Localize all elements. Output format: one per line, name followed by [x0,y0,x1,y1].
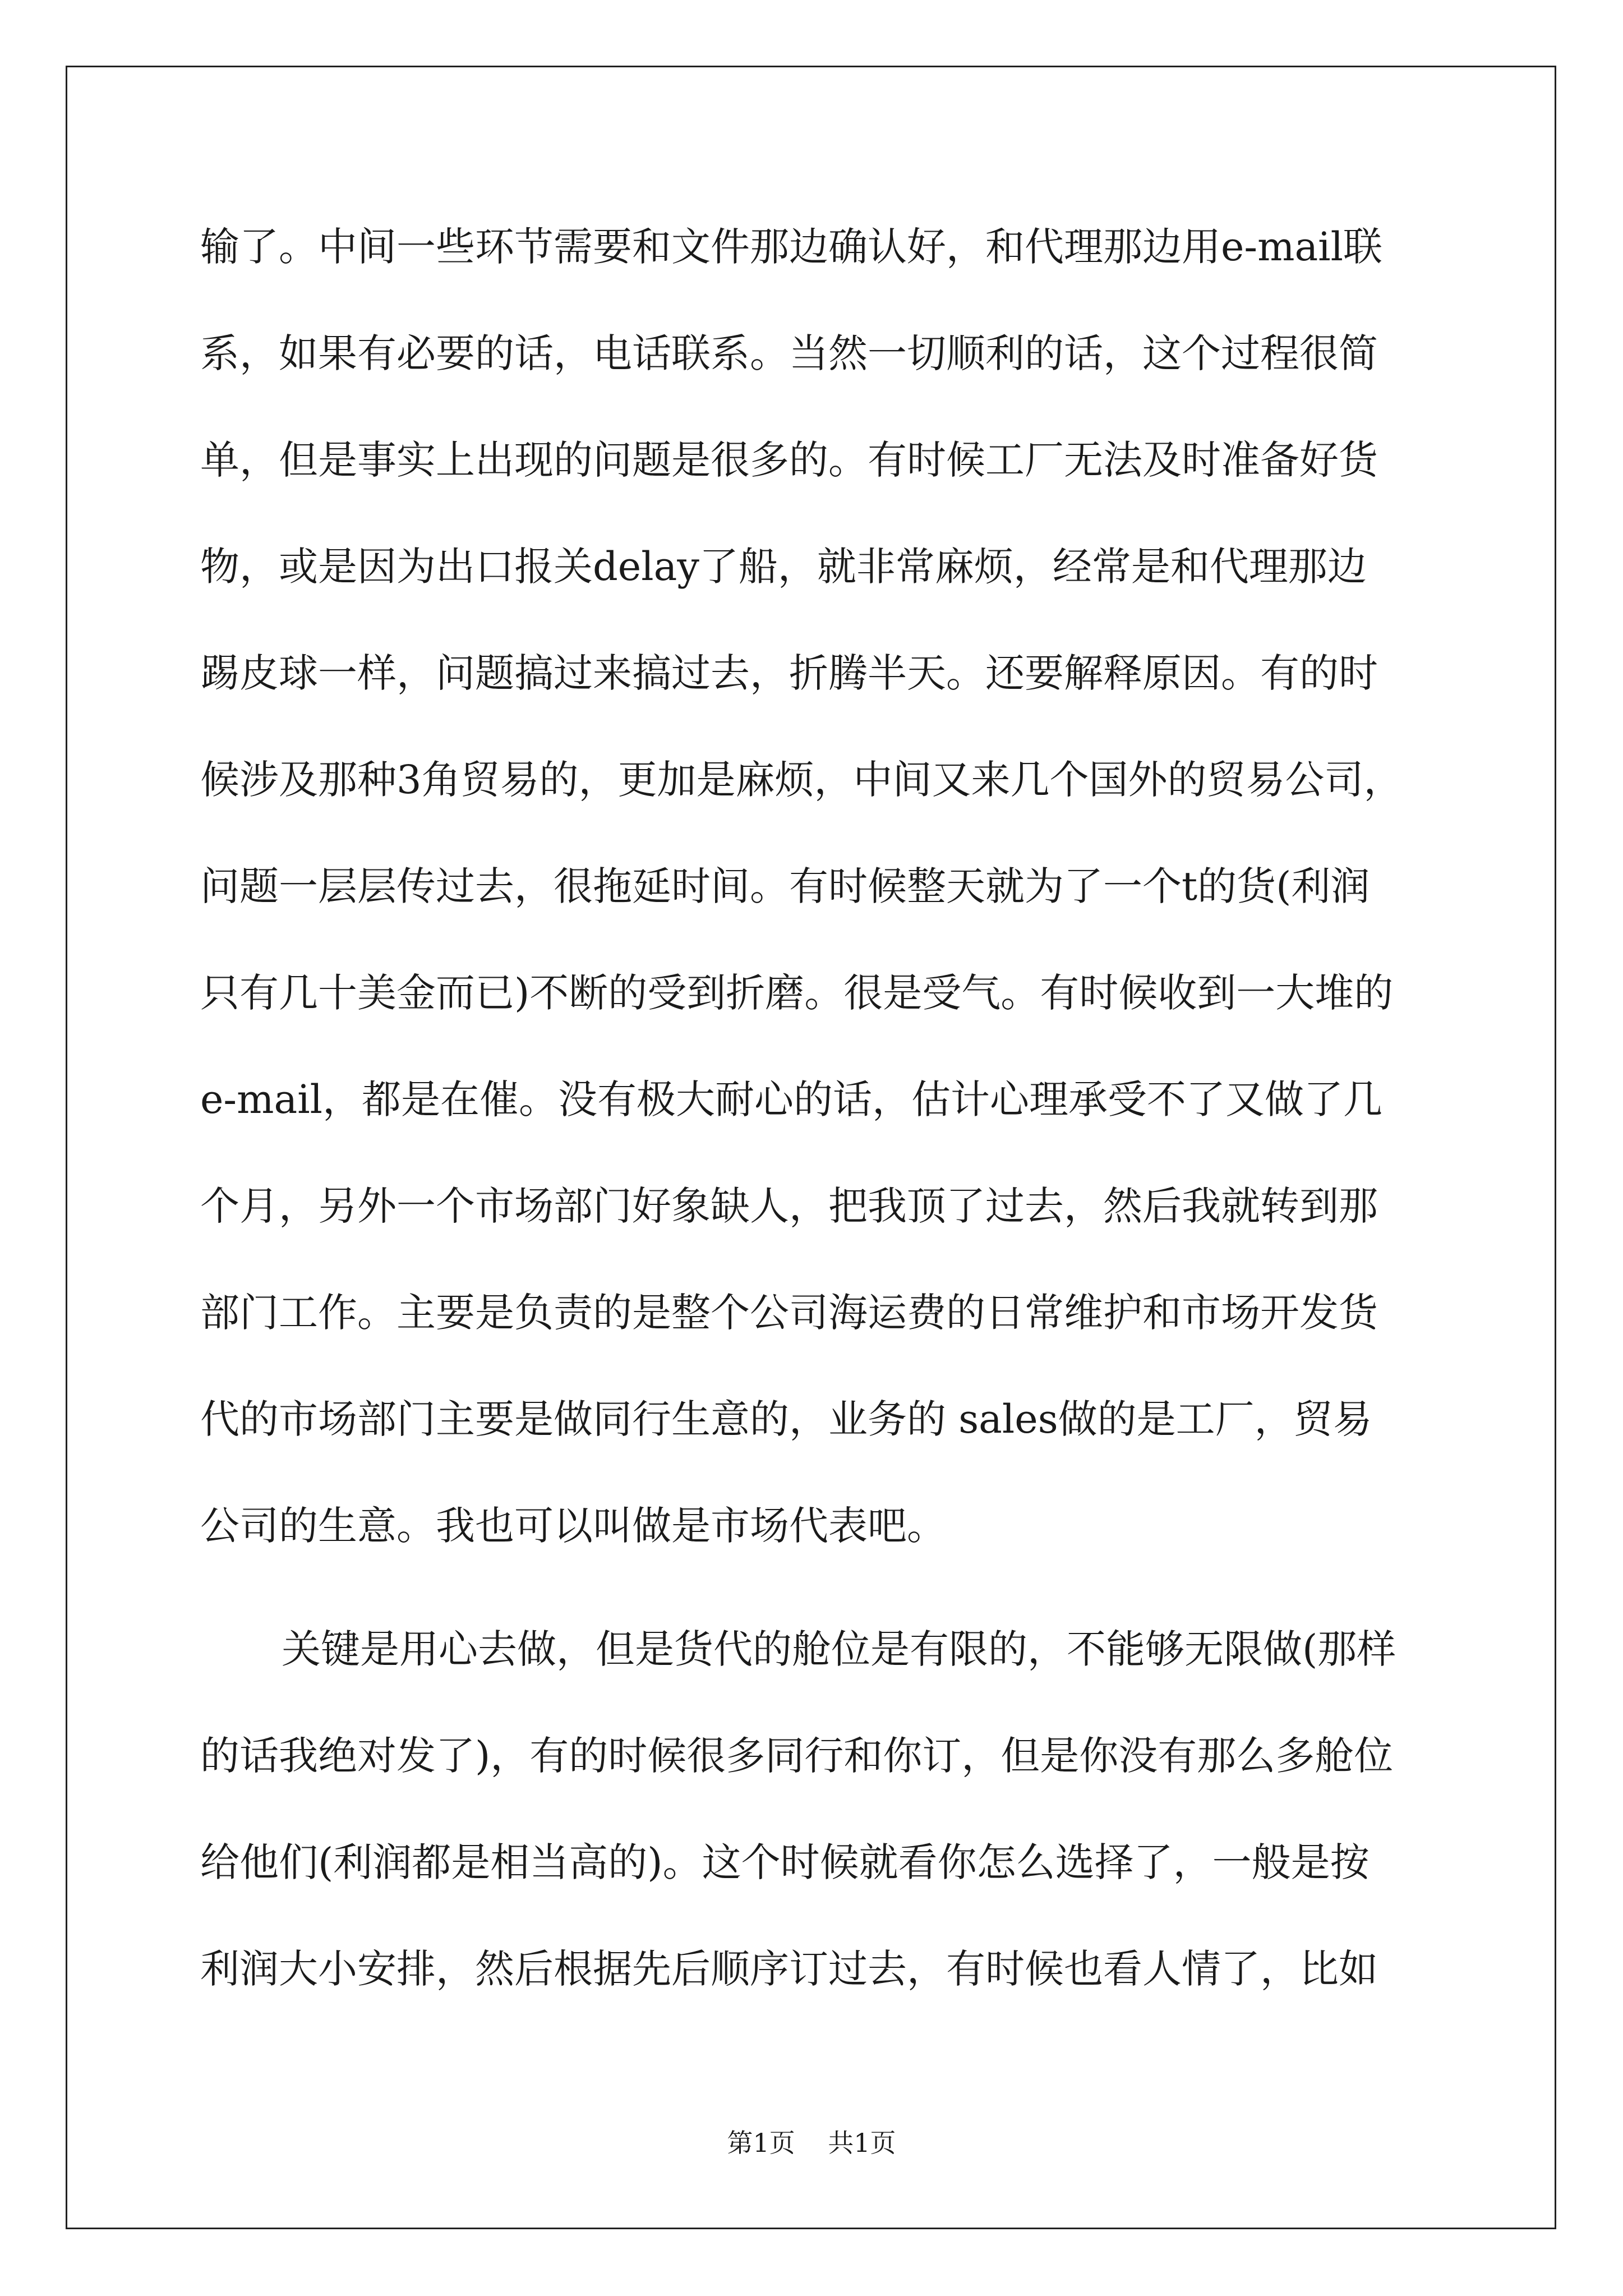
text-line: 给他们(利润都是相当高的)。这个时候就看你怎么选择了，一般是按 [200,1839,1370,1885]
text-line: 代的市场部门主要是做同行生意的，业务的 sales做的是工厂，贸易 [200,1396,1372,1442]
page-footer [0,2126,1623,2160]
text-line: 踢皮球一样，问题搞过来搞过去，折腾半天。还要解释原因。有的时 [200,650,1378,696]
text-line: 部门工作。主要是负责的是整个公司海运费的日常维护和市场开发货 [200,1290,1378,1336]
text-line: 问题一层层传过去，很拖延时间。有时候整天就为了一个t的货(利润 [200,863,1370,909]
text-line: 物，或是因为出口报关delay了船，就非常麻烦，经常是和代理那边 [200,544,1367,590]
text-line-indented: 关键是用心去做，但是货代的舱位是有限的，不能够无限做(那样 [282,1626,1396,1672]
paragraph-1 [200,219,1434,1604]
text-line: 公司的生意。我也可以叫做是市场代表吧。 [200,1503,946,1549]
page-number: 第1页 [727,2128,795,2158]
text-line: e-mail，都是在催。没有极大耐心的话，估计心理承受不了又做了几 [200,1076,1382,1122]
text-line: 只有几十美金而已)不断的受到折磨。很是受气。有时候收到一大堆的 [200,970,1394,1016]
paragraph-2 [200,1621,1434,2047]
document-body [200,219,1434,2047]
text-line: 的话我绝对发了)，有的时候很多同行和你订，但是你没有那么多舱位 [200,1733,1394,1779]
page-total: 共1页 [828,2128,896,2158]
paragraph-gap [200,1604,1434,1621]
text-line: 单，但是事实上出现的问题是很多的。有时候工厂无法及时准备好货 [200,437,1378,483]
footer-spacer [795,2128,828,2158]
text-line: 利润大小安排，然后根据先后顺序订过去，有时候也看人情了，比如 [200,1946,1378,1992]
text-line: 个月，另外一个市场部门好象缺人，把我顶了过去，然后我就转到那 [200,1183,1378,1229]
text-line: 系，如果有必要的话，电话联系。当然一切顺利的话，这个过程很简 [200,330,1378,376]
text-line: 输了。中间一些环节需要和文件那边确认好，和代理那边用e-mail联 [200,224,1382,270]
text-line: 候涉及那种3角贸易的，更加是麻烦，中间又来几个国外的贸易公司， [200,757,1403,803]
